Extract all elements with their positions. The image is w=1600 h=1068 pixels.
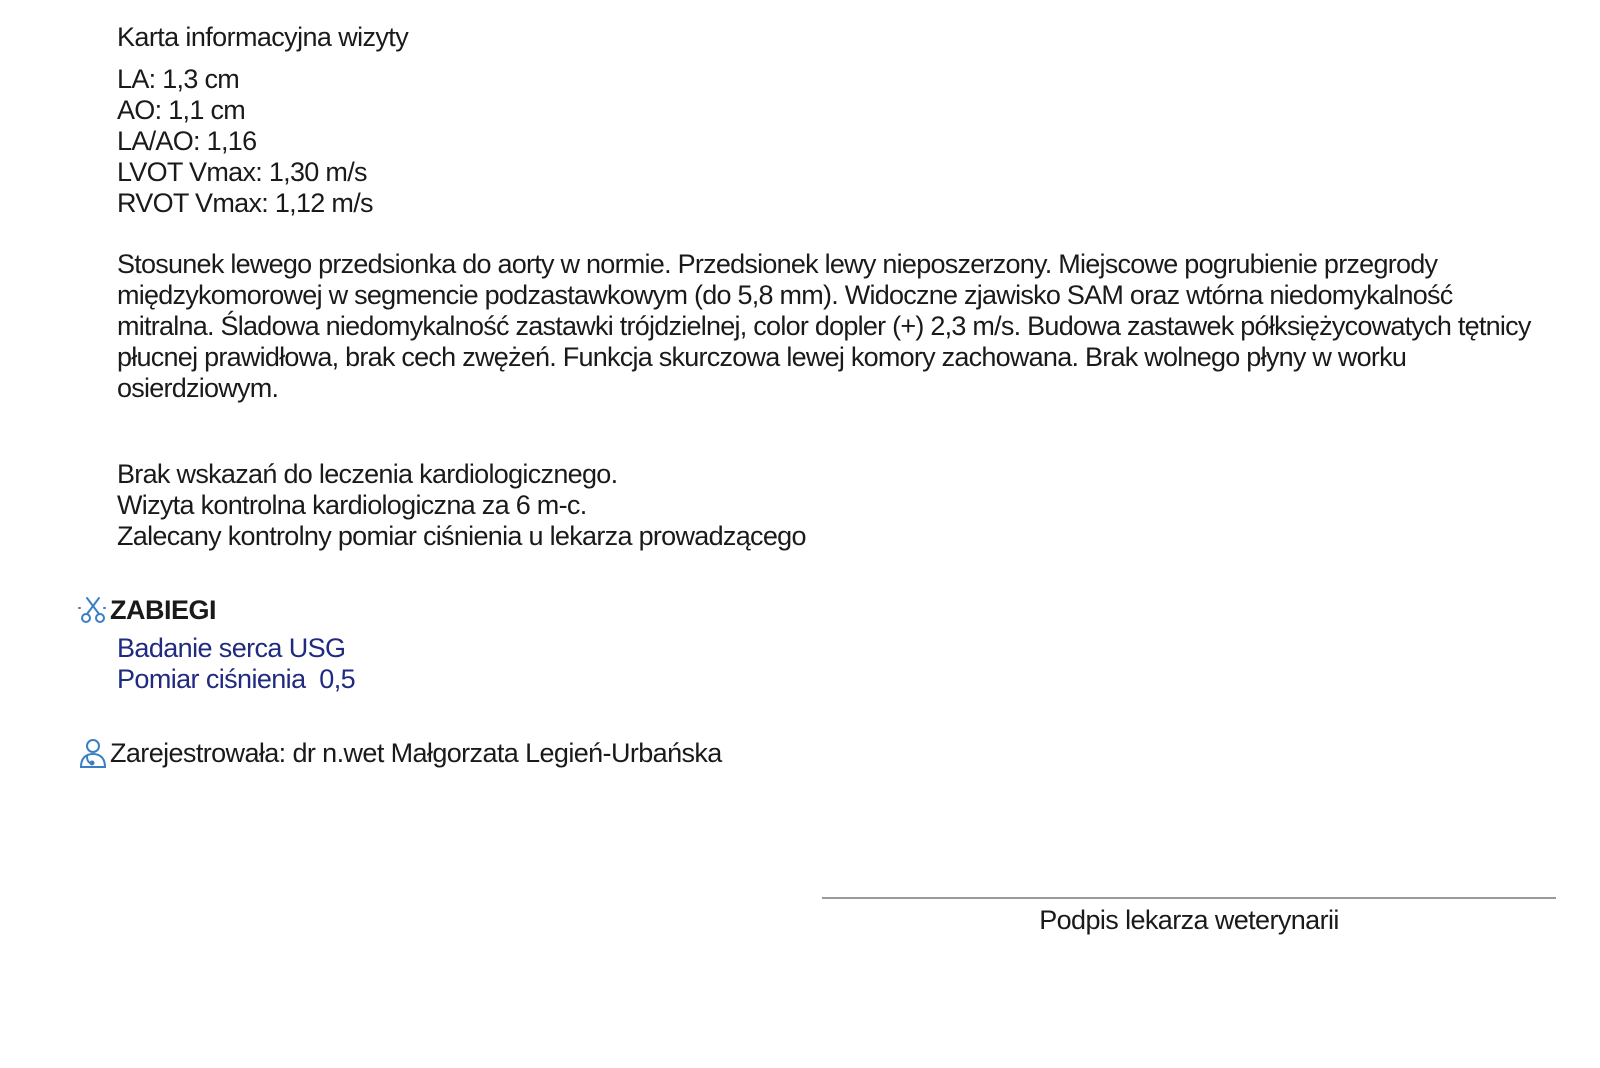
procedure-item: Pomiar ciśnienia 0,5: [117, 664, 356, 694]
recommendation-item: Zalecany kontrolny pomiar ciśnienia u lekarza prowadzącego: [117, 521, 806, 551]
registration-line: [76, 736, 722, 770]
registration-text: Zarejestrowała: dr n.wet Małgorzata Legień-Urbańska: [110, 737, 722, 768]
signature-line: [822, 897, 1556, 899]
signature-caption: Podpis lekarza weterynarii: [1039, 905, 1339, 935]
procedures-heading-label: ZABIEGI: [110, 594, 217, 625]
measurement-la-ao: LA/AO: 1,16: [117, 126, 257, 156]
document-title: Karta informacyjna wizyty: [117, 22, 409, 52]
measurement-rvot: RVOT Vmax: 1,12 m/s: [117, 188, 373, 218]
measurement-ao: AO: 1,1 cm: [117, 95, 246, 125]
procedure-item: Badanie serca USG: [117, 633, 346, 663]
echo-description: Stosunek lewego przedsionka do aorty w normie. Przedsionek lewy nieposzerzony. Miejscowe pogrubienie przegrody międzykomorowej w segmencie podzastawkowym (do 5,8 mm). Widoczne zjawisko SAM oraz wtórna niedomykalność mitralna. Śladowa niedomykalność zastawki trójdzielnej, color dopler (+) 2,3 m/s. Budowa zastawek półksiężycowatych tętnicy płucnej prawidłowa, brak cech zwężeń. Funkcja skurczowa lewej komory zachowana. Brak wolnego płyny w worku osierdziowym.: [117, 249, 1531, 403]
procedures-heading: [76, 593, 216, 627]
doctor-icon: [76, 736, 110, 770]
recommendation-item: Brak wskazań do leczenia kardiologicznego.: [117, 459, 618, 489]
recommendations-list: [117, 459, 806, 552]
recommendation-item: Wizyta kontrolna kardiologiczna za 6 m-c.: [117, 490, 587, 520]
measurement-lvot: LVOT Vmax: 1,30 m/s: [117, 157, 367, 187]
procedures-list: [117, 633, 355, 695]
measurements-list: [117, 64, 373, 219]
measurement-la: LA: 1,3 cm: [117, 64, 240, 94]
scissors-icon: [76, 593, 110, 627]
